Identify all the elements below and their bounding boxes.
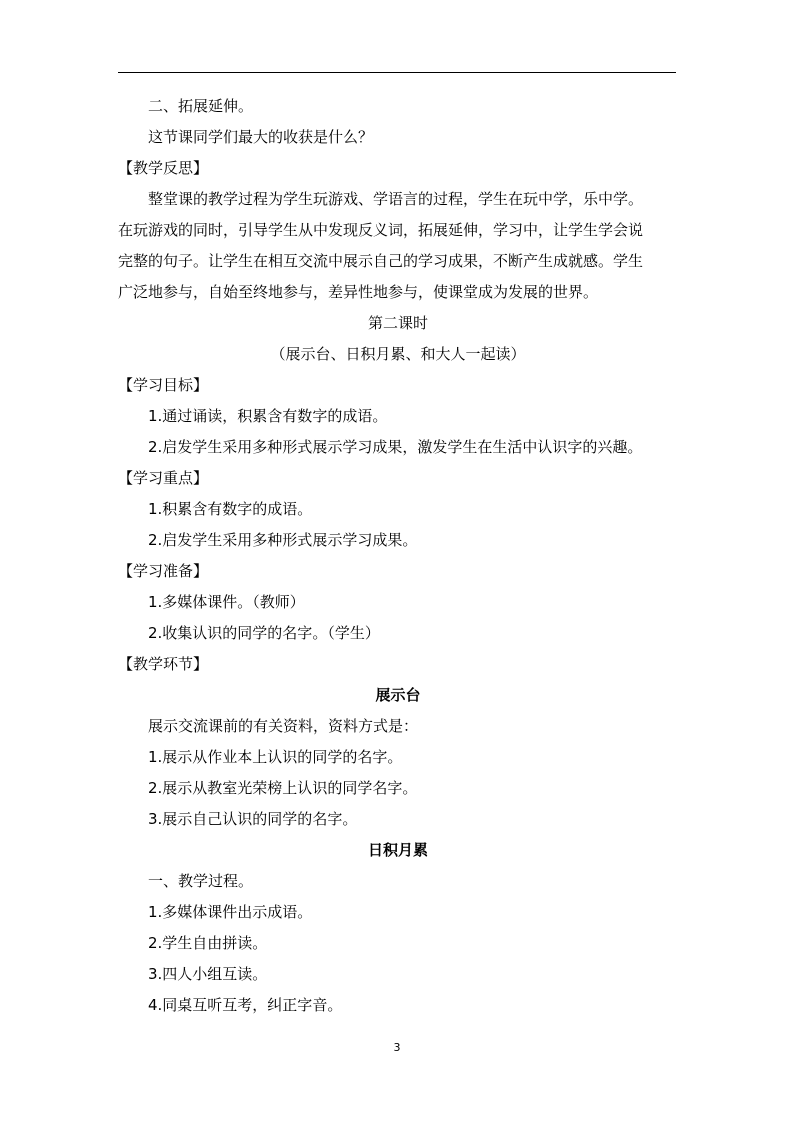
section-label: 【教学环节】 bbox=[118, 655, 209, 673]
section-label: 【学习重点】 bbox=[118, 469, 209, 487]
paragraph-line: 1.积累含有数字的成语。 bbox=[148, 500, 313, 518]
section-heading: 第二课时 bbox=[367, 314, 428, 332]
paragraph-line: 1.展示从作业本上认识的同学的名字。 bbox=[148, 748, 403, 766]
paragraph-line: 3.四人小组互读。 bbox=[148, 965, 268, 983]
section-heading: 展示台 bbox=[375, 686, 421, 704]
section-label: 【学习准备】 bbox=[118, 562, 209, 580]
paragraph-line: 4.同桌互听互考，纠正字音。 bbox=[148, 996, 343, 1014]
section-label: 【教学反思】 bbox=[118, 159, 209, 177]
paragraph-line: 一、教学过程。 bbox=[148, 872, 254, 890]
paragraph-line: 1.多媒体课件。（教师） bbox=[148, 593, 305, 611]
paragraph-line: 2.展示从教室光荣榜上认识的同学名字。 bbox=[148, 779, 418, 797]
paragraph-line: 二、拓展延伸。 bbox=[148, 97, 254, 115]
paragraph-line: 2.启发学生采用多种形式展示学习成果，激发学生在生活中认识字的兴趣。 bbox=[148, 438, 643, 456]
paragraph-line: 展示交流课前的有关资料，资料方式是： bbox=[148, 717, 419, 735]
paragraph-line: 在玩游戏的同时，引导学生从中发现反义词，拓展延伸，学习中，让学生学会说 bbox=[118, 221, 644, 239]
paragraph-line: 2.学生自由拼读。 bbox=[148, 934, 268, 952]
paragraph-line: 完整的句子。让学生在相互交流中展示自己的学习成果，不断产生成就感。学生 bbox=[118, 252, 644, 270]
paragraph-line: 2.启发学生采用多种形式展示学习成果。 bbox=[148, 531, 418, 549]
header-rule bbox=[118, 72, 676, 73]
paragraph-line: 1.多媒体课件出示成语。 bbox=[148, 903, 313, 921]
paragraph-line: 1.通过诵读，积累含有数字的成语。 bbox=[148, 407, 388, 425]
section-label: 【学习目标】 bbox=[118, 376, 209, 394]
paragraph-line: 2.收集认识的同学的名字。（学生） bbox=[148, 624, 380, 642]
paragraph-line: 整堂课的教学过程为学生玩游戏、学语言的过程，学生在玩中学，乐中学。 bbox=[148, 190, 644, 208]
page-number: 3 bbox=[393, 1041, 401, 1054]
section-heading: 日积月累 bbox=[367, 841, 428, 859]
paragraph-line: 3.展示自己认识的同学的名字。 bbox=[148, 810, 358, 828]
section-heading: （展示台、日积月累、和大人一起读） bbox=[270, 345, 526, 363]
paragraph-line: 这节课同学们最大的收获是什么？ bbox=[148, 128, 374, 146]
paragraph-line: 广泛地参与，自始至终地参与，差异性地参与，使课堂成为发展的世界。 bbox=[118, 283, 599, 301]
document-body bbox=[118, 91, 678, 1021]
